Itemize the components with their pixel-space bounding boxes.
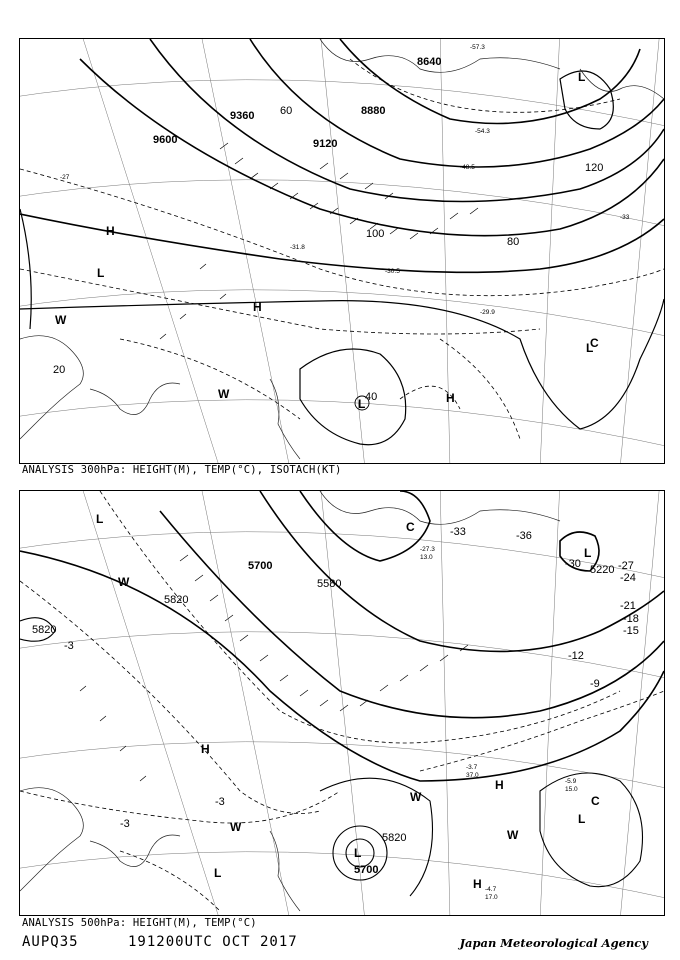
isotherm-label: -9 — [590, 678, 600, 690]
warm-symbol: W — [118, 575, 130, 589]
isotherm-label: -12 — [568, 650, 584, 662]
high-symbol: H — [495, 778, 504, 792]
isotach-label-20: 20 — [53, 364, 66, 376]
temp-label: -33 — [620, 214, 630, 221]
cold-symbol: C — [591, 794, 600, 808]
temp-label: -27 — [60, 174, 70, 181]
height-label-9360: 9360 — [230, 110, 255, 122]
obs-value: -5.9 — [565, 778, 577, 785]
height-label-5580: 5580 — [317, 578, 342, 590]
height-contours-300 — [20, 39, 664, 272]
wind-barbs-500 — [80, 555, 468, 781]
temp-label: -30.5 — [385, 268, 400, 275]
high-symbol: H — [446, 391, 455, 405]
low-symbol: L — [578, 812, 586, 826]
temp-label: -57.3 — [470, 44, 485, 51]
temp-label: -54.3 — [475, 128, 490, 135]
height-label-5700: 5700 — [354, 864, 379, 876]
isotherm-label: -24 — [620, 572, 636, 584]
graticule — [20, 39, 664, 463]
height-label-9600: 9600 — [153, 134, 178, 146]
temp-label: -31.8 — [290, 244, 305, 251]
caption-500hpa: ANALYSIS 500hPa: HEIGHT(M), TEMP(°C) — [22, 917, 257, 929]
height-label-5820: 5820 — [32, 624, 57, 636]
warm-symbol: W — [55, 313, 67, 327]
analysis-500hpa-map — [19, 490, 665, 916]
isotherm-label: -3 — [64, 640, 74, 652]
chart-id: AUPQ35 — [22, 934, 79, 950]
wind-barbs-300 — [160, 143, 478, 339]
cold-symbol: C — [406, 520, 415, 534]
height-label-8880: 8880 — [361, 105, 386, 117]
obs-value: -27.3 — [420, 546, 435, 553]
isotherm-label: -3 — [120, 818, 130, 830]
height-label-5220: 5220 — [590, 564, 615, 576]
warm-symbol: W — [507, 828, 519, 842]
warm-symbol: W — [218, 387, 230, 401]
cold-symbol: C — [590, 336, 599, 350]
analysis-300hpa-map — [19, 38, 665, 464]
low-symbol: L — [214, 866, 222, 880]
warm-symbol: W — [230, 820, 242, 834]
isotachs-300 — [20, 71, 664, 445]
height-label-5820: 5820 — [164, 594, 189, 606]
isotach-label-120: 120 — [585, 162, 604, 174]
low-symbol: L — [96, 512, 104, 526]
obs-value: 15.0 — [565, 786, 578, 793]
low-symbol: L — [97, 266, 105, 280]
map-500hpa-canvas — [20, 491, 664, 915]
low-symbol: L — [354, 846, 362, 860]
coastlines — [20, 491, 560, 911]
high-symbol: H — [253, 300, 262, 314]
low-symbol: L — [578, 70, 586, 84]
isotherm-label: -30 — [565, 558, 581, 570]
high-symbol: H — [201, 742, 210, 756]
low-symbol: L — [584, 546, 592, 560]
isotach-label-80: 80 — [507, 236, 520, 248]
isotach-label-60: 60 — [280, 105, 293, 117]
obs-value: 13.0 — [420, 554, 433, 561]
obs-value: 17.0 — [485, 894, 498, 901]
low-symbol: L — [358, 397, 366, 411]
isotherm-label: -15 — [623, 625, 639, 637]
isotherm-label: -3 — [215, 796, 225, 808]
isotherm-label: -33 — [450, 526, 466, 538]
isotherms-500 — [20, 491, 664, 911]
map-300hpa-canvas — [20, 39, 664, 463]
height-label-9120: 9120 — [313, 138, 338, 150]
height-contours-500 — [20, 491, 664, 781]
high-symbol: H — [106, 224, 115, 238]
caption-300hpa: ANALYSIS 300hPa: HEIGHT(M), TEMP(°C), ISOTACH(KT) — [22, 464, 342, 476]
isotherm-label: -21 — [620, 600, 636, 612]
obs-value: 37.0 — [466, 772, 479, 779]
isotherm-label: -27 — [618, 560, 634, 572]
isotherms-300 — [20, 59, 664, 439]
high-symbol: H — [473, 877, 482, 891]
warm-symbol: W — [410, 790, 422, 804]
obs-value: -4.7 — [485, 886, 497, 893]
height-label-8640: 8640 — [417, 56, 442, 68]
low-symbol: L — [586, 341, 594, 355]
height-label-5700: 5700 — [248, 560, 273, 572]
temp-label: -48.5 — [460, 164, 475, 171]
height-label-5820: 5820 — [382, 832, 407, 844]
isotherm-label: -36 — [516, 530, 532, 542]
isotach-label-40: 40 — [365, 391, 378, 403]
valid-time: 191200UTC OCT 2017 — [128, 934, 298, 950]
coastlines — [20, 39, 664, 459]
obs-value: -3.7 — [466, 764, 478, 771]
closed-contours-500 — [20, 618, 643, 896]
agency-name: Japan Meteorological Agency — [459, 936, 648, 950]
isotach-label-100: 100 — [366, 228, 385, 240]
temp-label: -29.9 — [480, 309, 495, 316]
isotherm-label: -18 — [623, 613, 639, 625]
